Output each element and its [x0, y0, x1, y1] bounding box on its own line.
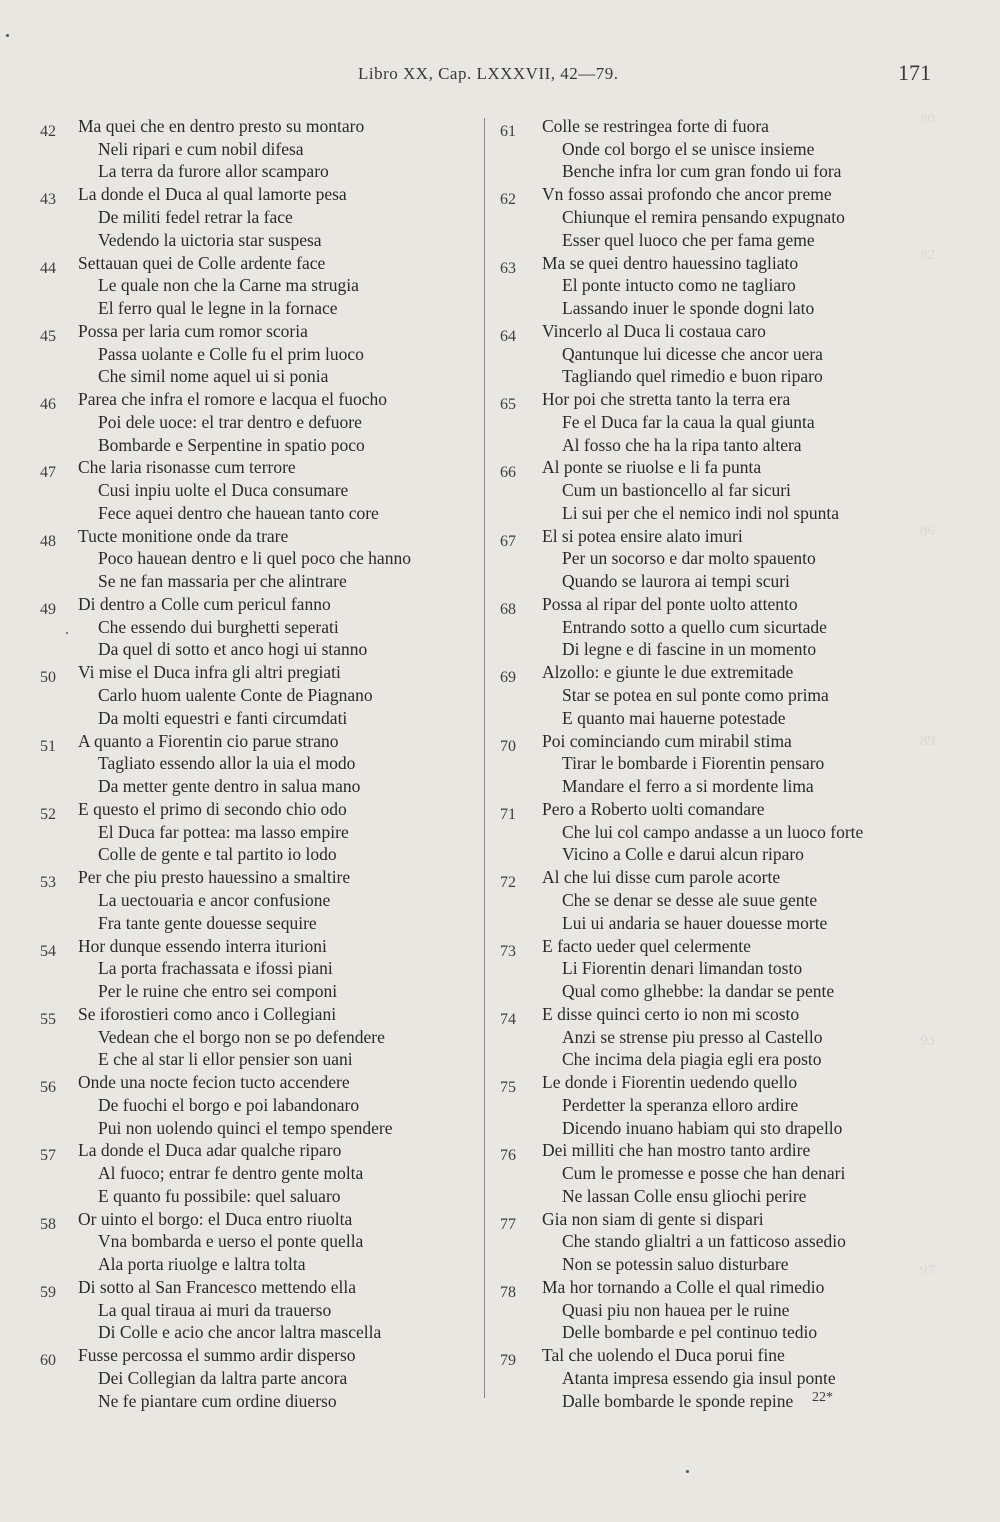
verse-line: Vincerlo al Duca li costaua caro [542, 320, 766, 341]
verse-line: Da quel di sotto et anco hogi ui stanno [98, 639, 368, 660]
verse-line: Fusse percossa el summo ardir disperso [78, 1345, 356, 1366]
stanza-number: 55 [40, 1010, 56, 1028]
verse-line: El si potea ensire alato imuri [542, 525, 743, 546]
verse-line: La qual tiraua ai muri da trauerso [98, 1299, 332, 1320]
verse-line: Dicendo inuano habiam qui sto drapello [562, 1117, 843, 1138]
verse-line: Tagliato essendo allor la uia el modo [98, 753, 356, 774]
stanza [500, 1277, 920, 1345]
verse-line: Ala porta riuolge e laltra tolta [98, 1254, 306, 1275]
stanza [40, 116, 485, 184]
verse-line: Delle bombarde e pel continuo tedio [562, 1322, 818, 1343]
stanza-number: 67 [500, 532, 516, 550]
stanza [40, 1072, 485, 1140]
stanza [40, 731, 485, 799]
show-through-text: 80 [920, 111, 935, 127]
verse-line: Ne lassan Colle ensu gliochi perire [562, 1185, 807, 1206]
stanza [500, 1140, 920, 1208]
verse-line: Lassando inuer le sponde dogni lato [562, 297, 815, 318]
stanza-number: 49 [40, 601, 56, 619]
stanza-number: 77 [500, 1215, 516, 1233]
verse-line: Onde col borgo el se unisce insieme [562, 138, 815, 159]
stanza [500, 321, 920, 389]
stanza [500, 936, 920, 1004]
stanza [40, 457, 485, 525]
verse-line: Vn fosso assai profondo che ancor preme [542, 184, 832, 205]
verse-line: Settauan quei de Colle ardente face [78, 252, 326, 273]
verse-line: Non se potessin saluo disturbare [562, 1254, 789, 1275]
verse-line: Poi cominciando cum mirabil stima [542, 730, 792, 751]
stanza-number: 44 [40, 259, 56, 277]
verse-line: Tirar le bombarde i Fiorentin pensaro [562, 753, 825, 774]
stanza-number: 48 [40, 532, 56, 550]
print-speck [6, 34, 9, 37]
stanza-number: 47 [40, 464, 56, 482]
verse-line: Se ne fan massaria per che alintrare [98, 571, 347, 592]
verse-line: Vedendo la uictoria star suspesa [98, 229, 322, 250]
stanza-number: 66 [500, 464, 516, 482]
verse-line: Passa uolante e Colle fu el prim luoco [98, 343, 364, 364]
verse-line: E disse quinci certo io non mi scosto [542, 1003, 800, 1024]
stanza-number: 78 [500, 1284, 516, 1302]
stanza-number: 45 [40, 327, 56, 345]
signature-mark: 22* [812, 1390, 833, 1405]
verse-line: Possa per laria cum romor scoria [78, 320, 308, 341]
stanza [500, 526, 920, 594]
stanza-number: 65 [500, 396, 516, 414]
stanza [40, 184, 485, 252]
stanza [40, 867, 485, 935]
verse-line: La uectouaria e ancor confusione [98, 889, 331, 910]
stanza [500, 184, 920, 252]
stanza [40, 1004, 485, 1072]
stanza [500, 594, 920, 662]
stanza [40, 1140, 485, 1208]
verse-line: Li sui per che el nemico indi nol spunta [562, 502, 840, 523]
verse-line: Vna bombarda e uerso el ponte quella [98, 1231, 364, 1252]
verse-line: Dalle bombarde le sponde repine [562, 1390, 794, 1411]
verse-line: Poco hauean dentro e li quel poco che hanno [98, 548, 411, 569]
stanza-number: 51 [40, 737, 56, 755]
verse-line: Di dentro a Colle cum pericul fanno [78, 594, 331, 615]
verse-line: Ma hor tornando a Colle el qual rimedio [542, 1277, 825, 1298]
stanza-number: 73 [500, 942, 516, 960]
verse-line: Di legne e di fascine in un momento [562, 639, 817, 660]
verse-line: Dei Collegian da laltra parte ancora [98, 1368, 348, 1389]
verse-line: Al ponte se riuolse e li fa punta [542, 457, 762, 478]
verse-line: Qual como glhebbe: la dandar se pente [562, 980, 835, 1001]
verse-line: Mandare el ferro a si mordente lima [562, 776, 814, 797]
stanza [40, 936, 485, 1004]
verse-line: Da metter gente dentro in salua mano [98, 776, 361, 797]
verse-line: Di sotto al San Francesco mettendo ella [78, 1277, 356, 1298]
verse-line: Vi mise el Duca infra gli altri pregiati [78, 662, 341, 683]
stanza [500, 731, 920, 799]
stanza-number: 70 [500, 737, 516, 755]
verse-line: Quando se laurora ai tempi scuri [562, 571, 790, 592]
stanza-number: 46 [40, 396, 56, 414]
page-number: 171 [898, 60, 931, 85]
stanza [500, 662, 920, 730]
verse-line: Or uinto el borgo: el Duca entro riuolta [78, 1208, 353, 1229]
stanza-number: 74 [500, 1010, 516, 1028]
stanza-number: 68 [500, 601, 516, 619]
stanza-number: 59 [40, 1284, 56, 1302]
verse-line: Che essendo dui burghetti seperati [98, 616, 339, 637]
stanza [500, 799, 920, 867]
running-header: Libro XX, Cap. LXXXVII, 42—79. [358, 64, 619, 83]
verse-line: E questo el primo di secondo chio odo [78, 798, 347, 819]
verse-line: Al fuoco; entrar fe dentro gente molta [98, 1163, 364, 1184]
verse-line: Che simil nome aquel ui si ponia [98, 366, 329, 387]
verse-line: Vicino a Colle e darui alcun riparo [562, 844, 804, 865]
verse-line: El ponte intucto como ne tagliaro [562, 275, 796, 296]
verse-line: Da molti equestri e fanti circumdati [98, 707, 348, 728]
verse-line: Lui ui andaria se hauer douesse morte [562, 912, 828, 933]
stanza [500, 1209, 920, 1277]
stanza-number: 57 [40, 1147, 56, 1165]
verse-line: Se iforostieri como anco i Collegiani [78, 1003, 337, 1024]
stanza [500, 867, 920, 935]
stanza [500, 253, 920, 321]
stanza-number: 79 [500, 1352, 516, 1370]
stanza [40, 799, 485, 867]
verse-line: E facto ueder quel celermente [542, 935, 751, 956]
show-through-text: 86 [920, 523, 935, 539]
verse-line: Per che piu presto hauessino a smaltire [78, 867, 351, 888]
verse-line: Pui non uolendo quinci el tempo spendere [98, 1117, 393, 1138]
stanza-number: 63 [500, 259, 516, 277]
verse-line: Quasi piu non hauea per le ruine [562, 1299, 790, 1320]
stanza [40, 1345, 485, 1413]
verse-line: Che lui col campo andasse a un luoco forte [562, 821, 864, 842]
verse-line: Tagliando quel rimedio e buon riparo [562, 366, 823, 387]
verse-line: La donde el Duca al qual lamorte pesa [78, 184, 347, 205]
stanza-number: 53 [40, 874, 56, 892]
verse-line: Cusi inpiu uolte el Duca consumare [98, 480, 349, 501]
stanza [500, 1345, 920, 1413]
stanza [40, 1209, 485, 1277]
verse-line: De fuochi el borgo e poi labandonaro [98, 1094, 360, 1115]
stanza-number: 71 [500, 805, 516, 823]
stanza [40, 594, 485, 662]
verse-line: La terra da furore allor scamparo [98, 161, 329, 182]
show-through-text: 82 [920, 247, 935, 263]
verse-line: La porta frachassata e ifossi piani [98, 958, 333, 979]
verse-line: Fe el Duca far la caua la qual giunta [562, 411, 815, 432]
verse-line: Per le ruine che entro sei componi [98, 980, 338, 1001]
verse-line: Alzollo: e giunte le due extremitade [542, 662, 794, 683]
verse-line: Perdetter la speranza elloro ardire [562, 1094, 799, 1115]
verse-line: Per un socorso e dar molto spauento [562, 548, 816, 569]
verse-line: El Duca far pottea: ma lasso empire [98, 821, 349, 842]
stanza-number: 76 [500, 1147, 516, 1165]
stanza-number: 69 [500, 669, 516, 687]
verse-line: A quanto a Fiorentin cio parue strano [78, 730, 339, 751]
verse-line: Star se potea en sul ponte como prima [562, 685, 829, 706]
stanza [500, 1004, 920, 1072]
print-speck [66, 632, 68, 634]
show-through-text: 97 [920, 1263, 935, 1279]
verse-line: Colle de gente e tal partito io lodo [98, 844, 337, 865]
right-column [500, 116, 920, 1414]
verse-line: El ferro qual le legne in la fornace [98, 297, 338, 318]
verse-line: Pero a Roberto uolti comandare [542, 798, 765, 819]
stanza-number: 58 [40, 1215, 56, 1233]
verse-line: Di Colle e acio che ancor laltra mascella [98, 1322, 382, 1343]
verse-line: De militi fedel retrar la face [98, 206, 293, 227]
verse-line: E che al star li ellor pensier son uani [98, 1049, 353, 1070]
stanza [500, 457, 920, 525]
stanza-number: 42 [40, 123, 56, 140]
stanza [500, 1072, 920, 1140]
verse-line: Tucte monitione onde da trare [78, 525, 289, 546]
verse-line: Ma se quei dentro hauessino tagliato [542, 252, 799, 273]
stanza-number: 60 [40, 1352, 56, 1370]
verse-line: Atanta impresa essendo gia insul ponte [562, 1368, 836, 1389]
verse-line: Anzi se strense piu presso al Castello [562, 1026, 823, 1047]
print-speck [686, 1470, 689, 1473]
verse-line: Cum le promesse e posse che han denari [562, 1163, 846, 1184]
verse-line: Hor poi che stretta tanto la terra era [542, 389, 791, 410]
verse-line: Entrando sotto a quello cum sicurtade [562, 616, 827, 637]
stanza [40, 1277, 485, 1345]
stanza-number: 62 [500, 191, 516, 209]
verse-line: Le quale non che la Carne ma strugia [98, 275, 359, 296]
stanza-number: 75 [500, 1079, 516, 1097]
verse-line: E quanto fu possibile: quel saluaro [98, 1185, 341, 1206]
verse-line: Li Fiorentin denari limandan tosto [562, 958, 803, 979]
stanza-number: 52 [40, 805, 56, 823]
verse-line: Carlo huom ualente Conte de Piagnano [98, 685, 373, 706]
stanza [40, 526, 485, 594]
verse-line: Bombarde e Serpentine in spatio poco [98, 434, 365, 455]
verse-line: Fra tante gente douesse sequire [98, 912, 317, 933]
verse-line: Onde una nocte fecion tucto accendere [78, 1072, 350, 1093]
verse-line: Neli ripari e cum nobil difesa [98, 138, 304, 159]
stanza-number: 43 [40, 191, 56, 209]
verse-line: Fece aquei dentro che hauean tanto core [98, 502, 379, 523]
verse-line: Colle se restringea forte di fuora [542, 116, 769, 136]
verse-line: Benche infra lor cum gran fondo ui fora [562, 161, 842, 182]
stanza-number: 64 [500, 327, 516, 345]
verse-line: E quanto mai hauerne potestade [562, 707, 786, 728]
verse-line: Parea che infra el romore e lacqua el fuocho [78, 389, 388, 410]
verse-line: La donde el Duca adar qualche riparo [78, 1140, 342, 1161]
stanza [500, 116, 920, 184]
verse-line: Che laria risonasse cum terrore [78, 457, 296, 478]
stanza-number: 72 [500, 874, 516, 892]
left-column [40, 116, 485, 1414]
verse-line: Ne fe piantare cum ordine diuerso [98, 1390, 337, 1411]
verse-line: Tal che uolendo el Duca porui fine [542, 1345, 785, 1366]
verse-line: Gia non siam di gente si dispari [542, 1208, 764, 1229]
stanza [500, 389, 920, 457]
stanza-number: 50 [40, 669, 56, 687]
verse-line: Che se denar se desse ale suue gente [562, 889, 818, 910]
stanza-number: 54 [40, 942, 56, 960]
stanza [40, 321, 485, 389]
verse-line: Qantunque lui dicesse che ancor uera [562, 343, 823, 364]
verse-line: Vedean che el borgo non se po defendere [98, 1026, 385, 1047]
show-through-text: 93 [920, 1033, 935, 1049]
verse-line: Al fosso che ha la ripa tanto altera [562, 434, 802, 455]
verse-line: Possa al ripar del ponte uolto attento [542, 594, 798, 615]
verse-line: Che stando glialtri a un fatticoso assedio [562, 1231, 846, 1252]
stanza-number: 56 [40, 1079, 56, 1097]
verse-line: Chiunque el remira pensando expugnato [562, 206, 845, 227]
verse-line: Hor dunque essendo interra iturioni [78, 935, 327, 956]
verse-line: Che incima dela piagia egli era posto [562, 1049, 822, 1070]
verse-line: Poi dele uoce: el trar dentro e defuore [98, 411, 362, 432]
show-through-text: 89 [920, 733, 935, 749]
verse-line: Esser quel luoco che per fama geme [562, 229, 815, 250]
verse-line: Ma quei che en dentro presto su montaro [78, 116, 365, 136]
stanza [40, 389, 485, 457]
verse-line: Le donde i Fiorentin uedendo quello [542, 1072, 798, 1093]
stanza-number: 61 [500, 123, 516, 140]
stanza [40, 253, 485, 321]
verse-line: Cum un bastioncello al far sicuri [562, 480, 791, 501]
verse-line: Dei milliti che han mostro tanto ardire [542, 1140, 811, 1161]
stanza [40, 662, 485, 730]
verse-line: Al che lui disse cum parole acorte [542, 867, 781, 888]
